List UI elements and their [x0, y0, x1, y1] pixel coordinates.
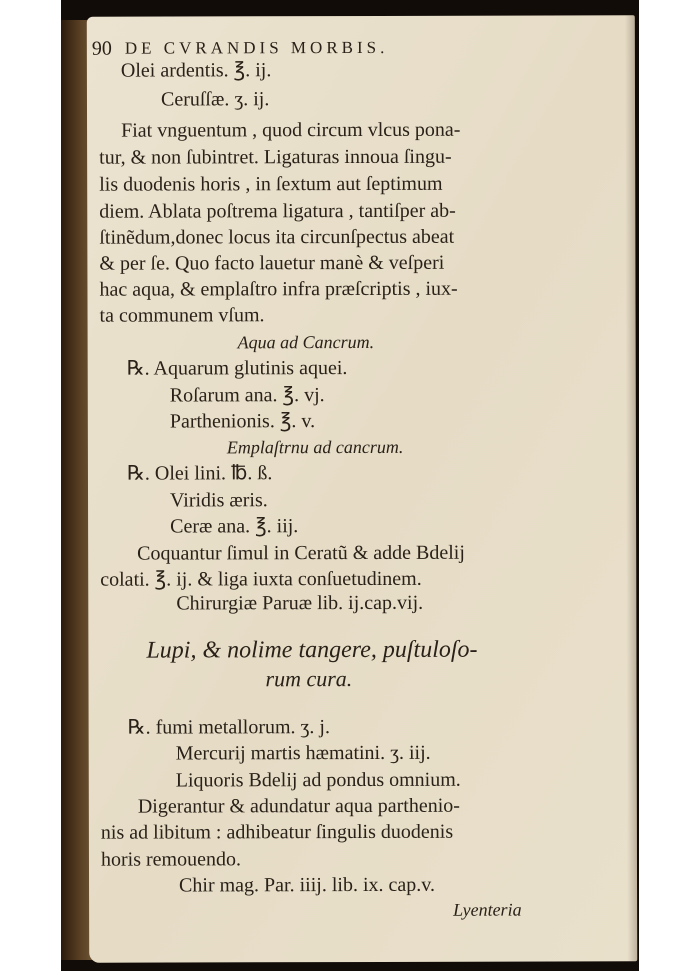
title-line: rum cura.: [265, 666, 353, 692]
page-number: 90: [91, 37, 112, 60]
text-line: Fiat vnguentum , quod circum vlcus pona-: [121, 118, 461, 142]
text-line: Olei ardentis. ℥. ij.: [120, 59, 272, 82]
recipe-line: Mercurij martis hæmatini. ʒ. iij.: [175, 741, 431, 765]
reference-line: Chirurgiæ Paruæ lib. ij.cap.vij.: [176, 591, 424, 615]
title-line: Lupi, & nolime tangere, puſtuloſo-: [146, 636, 478, 664]
text-line: tur, & non ſubintret. Ligaturas innoua ſingu-: [99, 145, 452, 169]
text-line: ta communem vſum.: [99, 304, 265, 327]
reference-line: Chir mag. Par. iiij. lib. ix. cap.v.: [179, 873, 435, 897]
running-title: DE CVRANDIS MORBIS.: [124, 37, 389, 58]
catchword: Lyenteria: [453, 899, 522, 920]
text-line: & per ſe. Quo facto lauetur manè & veſperi: [99, 251, 445, 275]
text-line: ſtinẽdum,donec locus ita circunſpectus abeat: [99, 225, 455, 249]
text-line: Ceruſſæ. ʒ. ij.: [160, 88, 270, 111]
recipe-line: ℞. Olei lini. ℔. ß.: [126, 462, 273, 485]
recipe-line: ℞. fumi metallorum. ʒ. j.: [127, 716, 330, 739]
text-line: Digerantur & adundatur aqua parthenio-: [137, 794, 460, 818]
recipe-line: Parthenionis. ℥. v.: [169, 410, 316, 433]
recipe-line: Viridis æris.: [170, 489, 268, 512]
book-page: [87, 15, 637, 962]
recipe-line: Roſarum ana. ℥. vj.: [169, 384, 325, 407]
recipe-line: colati. ℥. ij. & liga iuxta conſuetudinem.: [100, 567, 422, 591]
text-line: lis duodenis horis , in ſextum aut ſeptimum: [99, 172, 443, 196]
text-line: nis ad libitum : adhibeatur ſingulis duodenis: [100, 820, 454, 844]
section-heading: Emplaſtrnu ad cancrum.: [226, 436, 404, 458]
text-line: diem. Ablata poſtrema ligatura , tantiſper ab-: [99, 199, 456, 223]
recipe-line: Ceræ ana. ℥. iij.: [170, 515, 299, 538]
recipe-line: ℞. Aquarum glutinis aquei.: [126, 357, 348, 380]
recipe-line: Coquantur ſimul in Ceratũ & adde Bdelij: [137, 541, 465, 565]
section-heading: Aqua ad Cancrum.: [237, 331, 375, 353]
text-line: hac aqua, & emplaſtro infra præſcriptis , iux-: [99, 277, 458, 301]
recipe-line: Liquoris Bdelij ad pondus omnium.: [175, 768, 461, 792]
text-line: horis remouendo.: [100, 848, 241, 871]
